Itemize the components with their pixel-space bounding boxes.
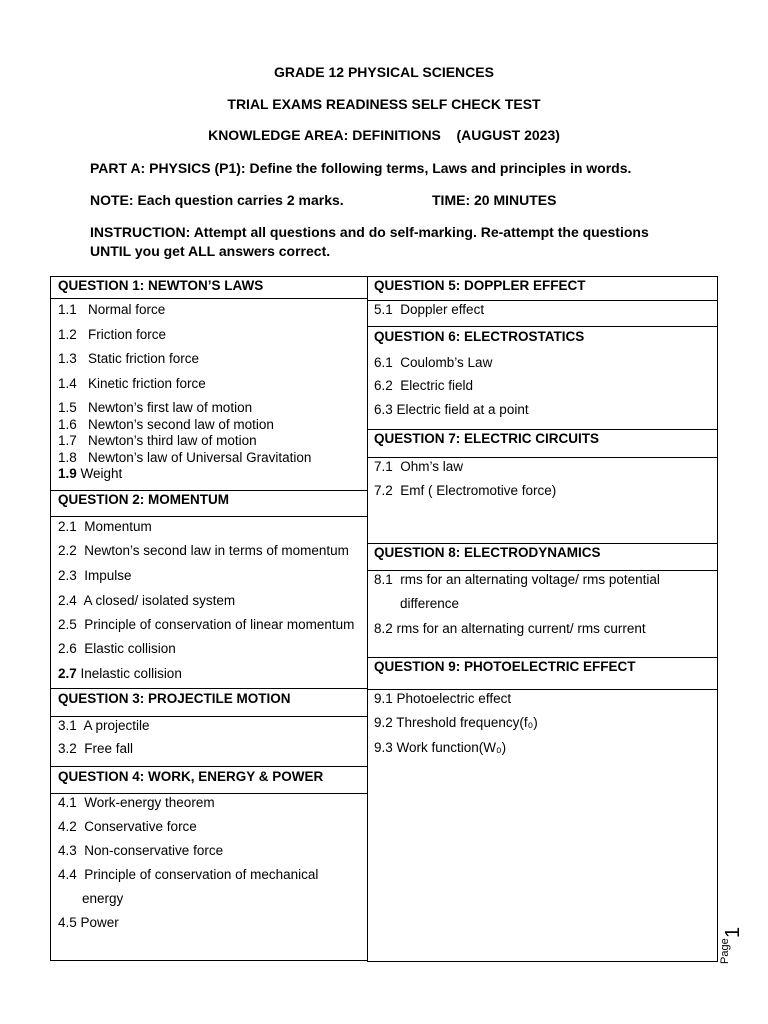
list-item: 1.5 Newton’s first law of motion	[58, 400, 253, 415]
list-item: 4.2 Conservative force	[58, 819, 197, 834]
time-text: TIME: 20 MINUTES	[432, 192, 557, 208]
divider	[50, 688, 368, 689]
list-item: 2.1 Momentum	[58, 519, 152, 534]
list-item: 6.3 Electric field at a point	[374, 402, 529, 417]
list-item: 7.2 Emf ( Electromotive force)	[374, 483, 557, 498]
divider	[50, 793, 368, 794]
divider	[50, 766, 368, 767]
list-item	[58, 666, 182, 681]
divider	[50, 490, 368, 491]
document-subtitle: TRIAL EXAMS READINESS SELF CHECK TEST	[227, 96, 541, 112]
note-text: NOTE: Each question carries 2 marks.	[90, 192, 344, 208]
list-item: 9.1 Photoelectric effect	[374, 691, 512, 706]
question-8-heading: QUESTION 8: ELECTRODYNAMICS	[374, 545, 601, 560]
list-item: 7.1 Ohm’s law	[374, 459, 464, 474]
list-item-continuation: difference	[400, 596, 460, 611]
question-5-heading: QUESTION 5: DOPPLER EFFECT	[374, 278, 586, 293]
divider	[367, 326, 718, 327]
document-title: GRADE 12 PHYSICAL SCIENCES	[274, 64, 494, 80]
list-item: 6.2 Electric field	[374, 378, 474, 393]
divider	[367, 657, 718, 658]
page-label: Page	[719, 938, 731, 964]
list-item: 8.1 rms for an alternating voltage/ rms potential	[374, 572, 660, 587]
list-item: 1.2 Friction force	[58, 327, 167, 342]
list-item: 4.1 Work-energy theorem	[58, 795, 215, 810]
list-item: 3.2 Free fall	[58, 741, 134, 756]
list-item: 2.2 Newton’s second law in terms of momentum	[58, 543, 349, 558]
knowledge-area-heading: KNOWLEDGE AREA: DEFINITIONS (AUGUST 2023)	[208, 127, 560, 143]
list-item: 6.1 Coulomb’s Law	[374, 355, 493, 370]
question-1-heading: QUESTION 1: NEWTON’S LAWS	[58, 278, 264, 293]
list-item: 2.4 A closed/ isolated system	[58, 593, 236, 608]
list-item: 1.1 Normal force	[58, 302, 166, 317]
item-number: 2.7	[58, 666, 77, 681]
list-item: 4.5 Power	[58, 915, 119, 930]
list-item: 5.1 Doppler effect	[374, 302, 485, 317]
divider	[367, 689, 718, 690]
divider	[367, 457, 718, 458]
question-4-heading: QUESTION 4: WORK, ENERGY & POWER	[58, 769, 324, 784]
question-7-heading: QUESTION 7: ELECTRIC CIRCUITS	[374, 431, 600, 446]
instruction-line-2: UNTIL you get ALL answers correct.	[90, 243, 331, 259]
divider	[367, 429, 718, 430]
item-text: Weight	[76, 466, 123, 481]
list-item: 2.3 Impulse	[58, 568, 132, 583]
list-item: 4.4 Principle of conservation of mechanical	[58, 867, 319, 882]
divider	[50, 516, 368, 517]
item-number: 1.9	[58, 466, 77, 481]
list-item: 1.4 Kinetic friction force	[58, 376, 206, 391]
question-6-heading: QUESTION 6: ELECTROSTATICS	[374, 329, 585, 344]
question-3-heading: QUESTION 3: PROJECTILE MOTION	[58, 691, 291, 706]
divider	[50, 716, 368, 717]
divider	[367, 300, 718, 301]
list-item: 9.3 Work function(W₀)	[374, 740, 507, 755]
list-item: 4.3 Non-conservative force	[58, 843, 224, 858]
list-item: 1.3 Static friction force	[58, 351, 200, 366]
question-9-heading: QUESTION 9: PHOTOELECTRIC EFFECT	[374, 659, 636, 674]
list-item: 3.1 A projectile	[58, 718, 150, 733]
divider	[367, 570, 718, 571]
list-item-continuation: energy	[82, 891, 124, 906]
list-item: 1.8 Newton’s law of Universal Gravitation	[58, 450, 312, 465]
list-item: 8.2 rms for an alternating current/ rms current	[374, 621, 646, 636]
page-number-marker	[712, 918, 746, 968]
list-item: 2.5 Principle of conservation of linear momentum	[58, 617, 355, 632]
question-2-heading: QUESTION 2: MOMENTUM	[58, 492, 229, 507]
list-item: 2.6 Elastic collision	[58, 641, 176, 656]
list-item: 1.7 Newton’s third law of motion	[58, 433, 257, 448]
list-item: 9.2 Threshold frequency(f₀)	[374, 715, 538, 730]
instruction-line-1: INSTRUCTION: Attempt all questions and do self-marking. Re-attempt the questions	[90, 224, 649, 240]
divider	[50, 298, 368, 299]
item-text: Inelastic collision	[76, 666, 182, 681]
list-item	[58, 466, 122, 481]
list-item: 1.6 Newton’s second law of motion	[58, 417, 274, 432]
part-a-heading: PART A: PHYSICS (P1): Define the following terms, Laws and principles in words.	[90, 160, 632, 176]
page-number: 1	[722, 926, 744, 938]
divider	[367, 543, 718, 544]
